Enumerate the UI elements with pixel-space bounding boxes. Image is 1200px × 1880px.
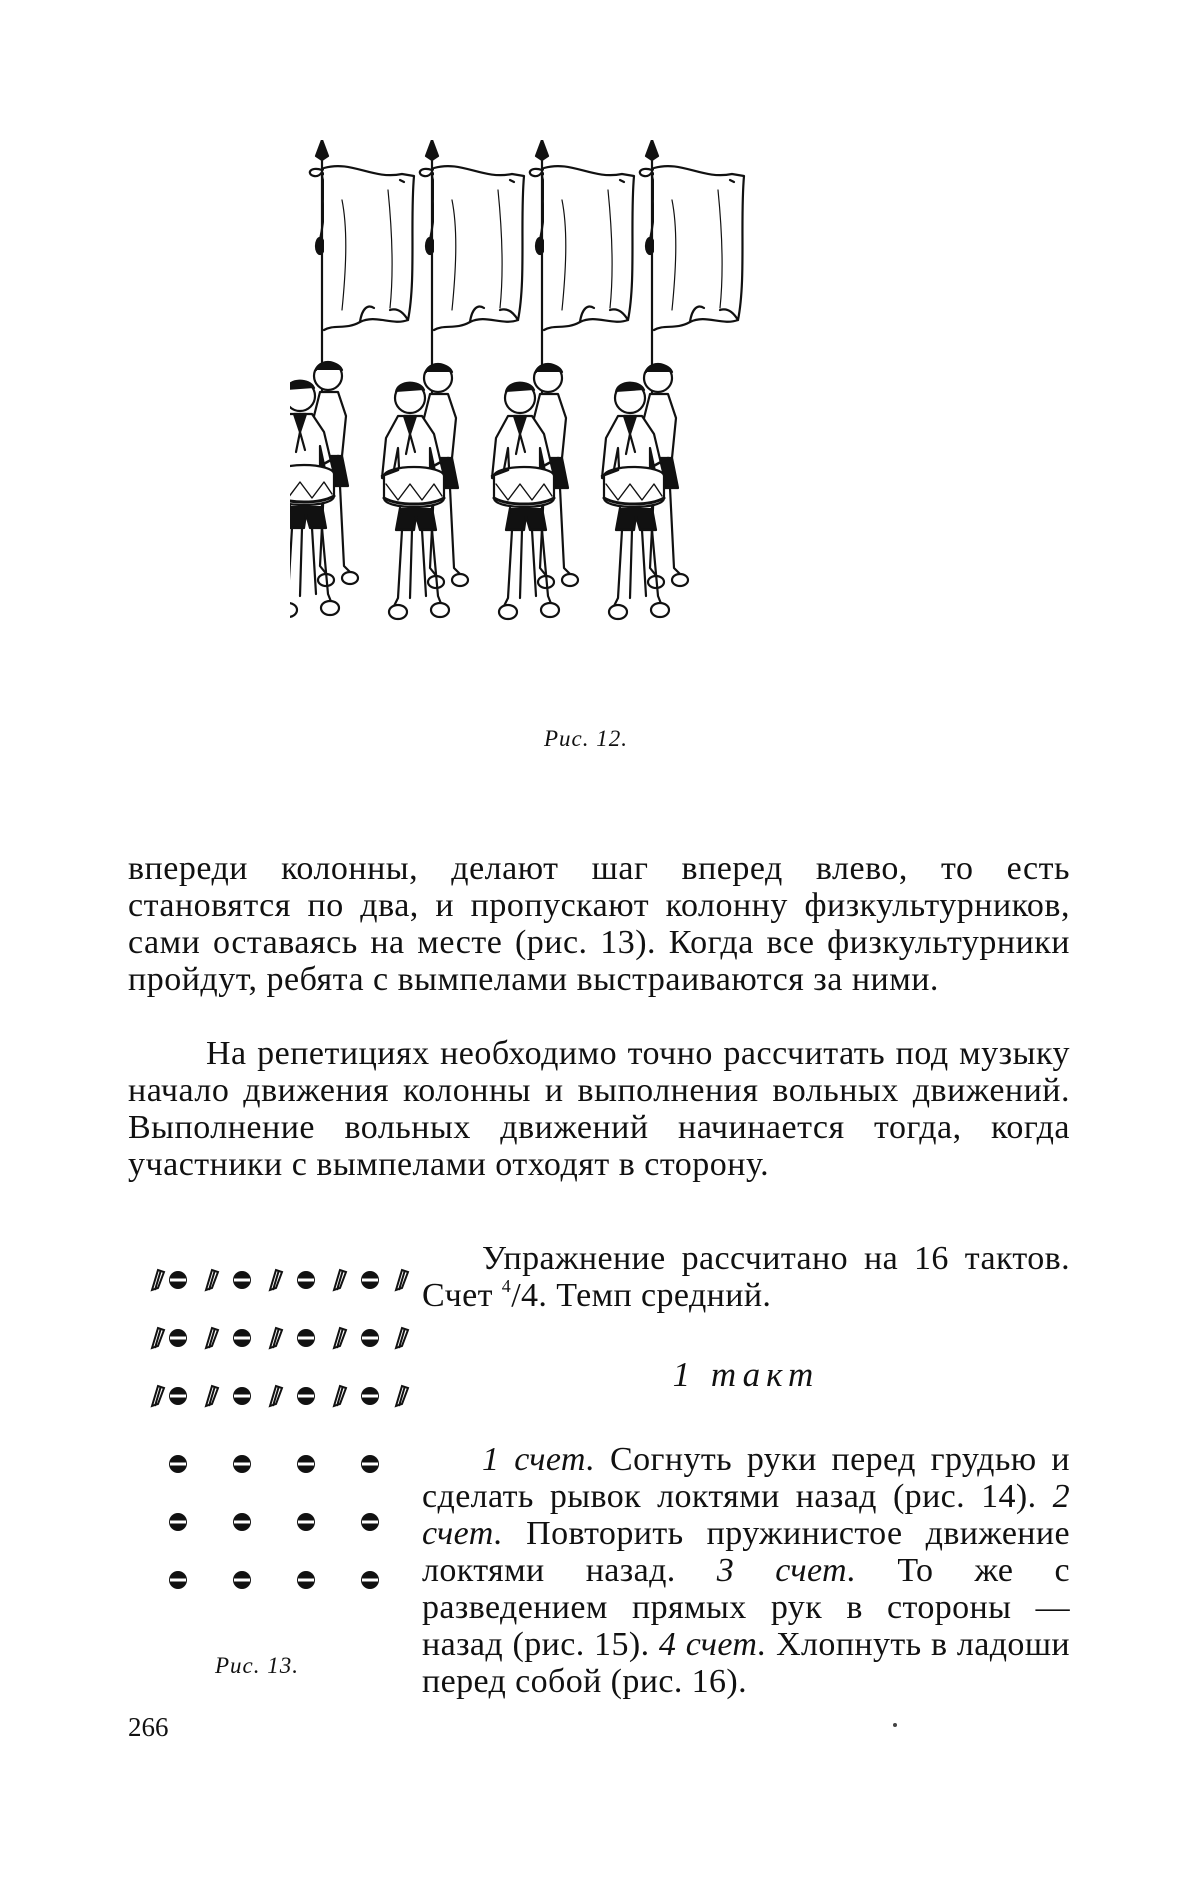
meter-numerator: 4 xyxy=(501,1276,512,1296)
participant-mark xyxy=(169,1271,187,1289)
paragraph-text: На репетициях необходимо точно рассчитать под музыку начало движения колонны и выполнения вольных движений. Выполнение вольных движений начинается тогда, когда участники с вымпелами отходят в сторону. xyxy=(128,1035,1070,1183)
count-4-label: 4 счет. xyxy=(658,1626,767,1663)
participant-mark xyxy=(297,1571,315,1589)
exercise-intro-text: Упражнение рассчитано на 16 тактов. Счет xyxy=(422,1240,1070,1314)
participant-mark xyxy=(361,1571,379,1589)
exercise-description xyxy=(422,1441,1070,1700)
count-2-label: 2 счет. xyxy=(422,1478,1070,1552)
participant-mark xyxy=(233,1329,251,1347)
participant-mark xyxy=(297,1271,315,1289)
paragraph-rehearsals xyxy=(128,1035,1070,1183)
count-1-label: 1 счет. xyxy=(482,1441,596,1478)
pennant-bearer-mark xyxy=(270,1328,282,1348)
figure-13-caption: Рис. 13. xyxy=(215,1653,300,1678)
participant-mark xyxy=(169,1571,187,1589)
participant-mark xyxy=(297,1513,315,1531)
paragraph-text: впереди колонны, делают шаг вперед влево, то есть становятся по два, и пропускают колонну физкультурников, сами оставаясь на месте (рис. 13). Когда все физкультурники пройдут, ребята с вымпелами выстраиваются за ними. xyxy=(128,850,1070,998)
count-2-text: Повторить пружинистое движение локтями назад. xyxy=(422,1515,1070,1589)
participant-mark xyxy=(169,1329,187,1347)
participant-mark xyxy=(233,1271,251,1289)
paragraph-continuation xyxy=(128,850,1070,998)
exercise-intro xyxy=(422,1240,1070,1314)
participant-mark xyxy=(361,1455,379,1473)
pennant-bearer-mark xyxy=(396,1386,408,1406)
pennant-bearer-mark xyxy=(270,1386,282,1406)
pennant-bearer-mark xyxy=(396,1270,408,1290)
figure-12-illustration xyxy=(290,140,930,700)
pennant-bearer-mark xyxy=(206,1328,218,1348)
pennant-bearer-mark xyxy=(334,1270,346,1290)
participant-mark xyxy=(169,1513,187,1531)
takt-heading: 1 такт xyxy=(672,1355,820,1394)
pennant-bearer-mark xyxy=(270,1270,282,1290)
pennant-bearer-mark xyxy=(334,1328,346,1348)
pennant-bearer-mark xyxy=(206,1270,218,1290)
count-1-text: Согнуть руки перед грудью и сделать рывок локтями назад (рис. 14). xyxy=(422,1441,1070,1515)
figure-13-formation-diagram xyxy=(130,1250,420,1610)
participant-mark xyxy=(361,1329,379,1347)
page-number: 266 xyxy=(128,1712,169,1742)
figure-12-caption: Рис. 12. xyxy=(544,726,629,751)
count-4-text: Хлопнуть в ладоши перед собой (рис. 16). xyxy=(422,1626,1070,1700)
participant-mark xyxy=(233,1513,251,1531)
participant-mark xyxy=(233,1455,251,1473)
scan-speck xyxy=(893,1723,897,1727)
pennant-bearer-mark xyxy=(396,1328,408,1348)
pennant-bearer-mark xyxy=(152,1270,164,1290)
pennant-bearer-mark xyxy=(334,1386,346,1406)
pennant-bearer-mark xyxy=(152,1328,164,1348)
participant-mark xyxy=(361,1387,379,1405)
participant-mark xyxy=(169,1387,187,1405)
participant-mark xyxy=(297,1387,315,1405)
participant-mark xyxy=(233,1571,251,1589)
meter-rest: /4. Темп средний. xyxy=(511,1277,772,1314)
pennant-bearer-mark xyxy=(152,1386,164,1406)
count-3-text: То же с разведением прямых рук в стороны — назад (рис. 15). xyxy=(422,1552,1071,1663)
participant-mark xyxy=(297,1455,315,1473)
participant-mark xyxy=(361,1271,379,1289)
participant-mark xyxy=(169,1455,187,1473)
count-3-label: 3 счет. xyxy=(716,1552,857,1589)
participant-mark xyxy=(361,1513,379,1531)
pennant-bearer-mark xyxy=(206,1386,218,1406)
participant-mark xyxy=(233,1387,251,1405)
participant-mark xyxy=(297,1329,315,1347)
